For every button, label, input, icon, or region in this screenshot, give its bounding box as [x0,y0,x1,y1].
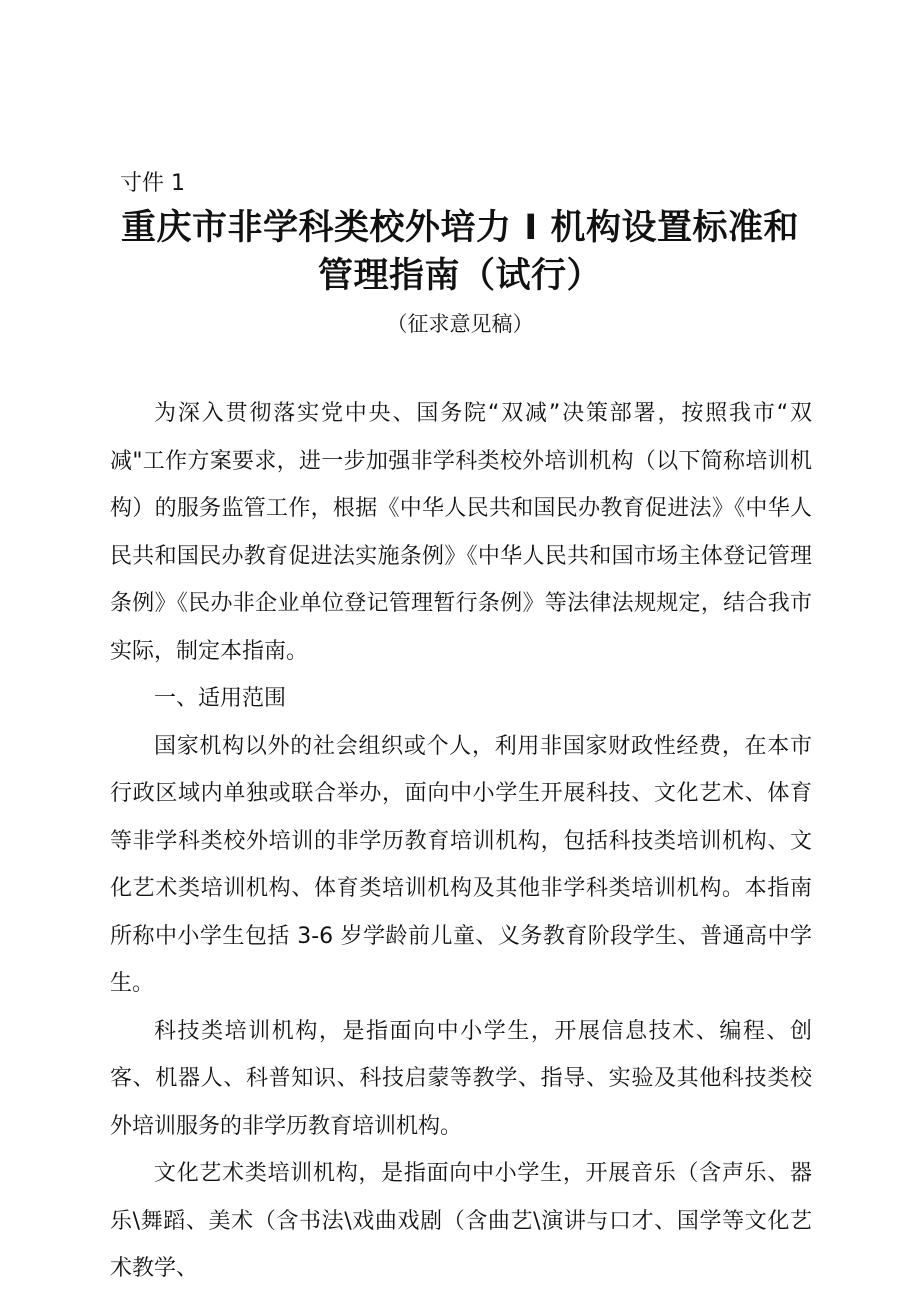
document-title-line-2: 管理指南（试行） [317,256,602,296]
document-title-line-1: 重庆市非学科类校外培力 I 机构设置标准和 [121,208,799,248]
section-heading-scope: 一、适用范围 [154,686,287,711]
attachment-label: 寸件 1 [120,171,185,196]
intro-paragraph: 为深入贯彻落实党中央、国务院“双减”决策部署，按照我市“双减"工作方案要求，进一步加强非学科类校外培训机构（以下简称培训机构）的服务监管工作，根据《中华人民共和国民办教育促进法》《中华人民共和国民办教育促进法实施条例》《中华人民共和国市场主体登记管理条例》《民办非企业单位登记管理暂行条例》等法律法规规定，结合我市实际，制定本指南。 [110,401,812,664]
document-subtitle: （征求意见稿） [386,312,534,336]
scope-paragraph: 国家机构以外的社会组织或个人，利用非国家财政性经费，在本市行政区域内单独或联合举办，面向中小学生开展科技、文化艺术、体育等非学科类校外培训的非学历教育培训机构，包括科技类培训机构、文化艺术类培训机构、体育类培训机构及其他非学科类培训机构。本指南所称中小学生包括 3-6 岁学龄前儿童、义务教育阶段学生、普通高中学生。 [110,733,812,996]
document-body [110,390,812,1293]
tech-institution-paragraph: 科技类培训机构，是指面向中小学生，开展信息技术、编程、创客、机器人、科普知识、科技启蒙等教学、指导、实验及其他科技类校外培训服务的非学历教育培训机构。 [110,1018,812,1139]
arts-institution-paragraph: 文化艺术类培训机构，是指面向中小学生，开展音乐（含声乐、器乐\舞蹈、美术（含书法\戏曲戏剧（含曲艺\演讲与口才、国学等文化艺术教学、 [110,1161,812,1281]
